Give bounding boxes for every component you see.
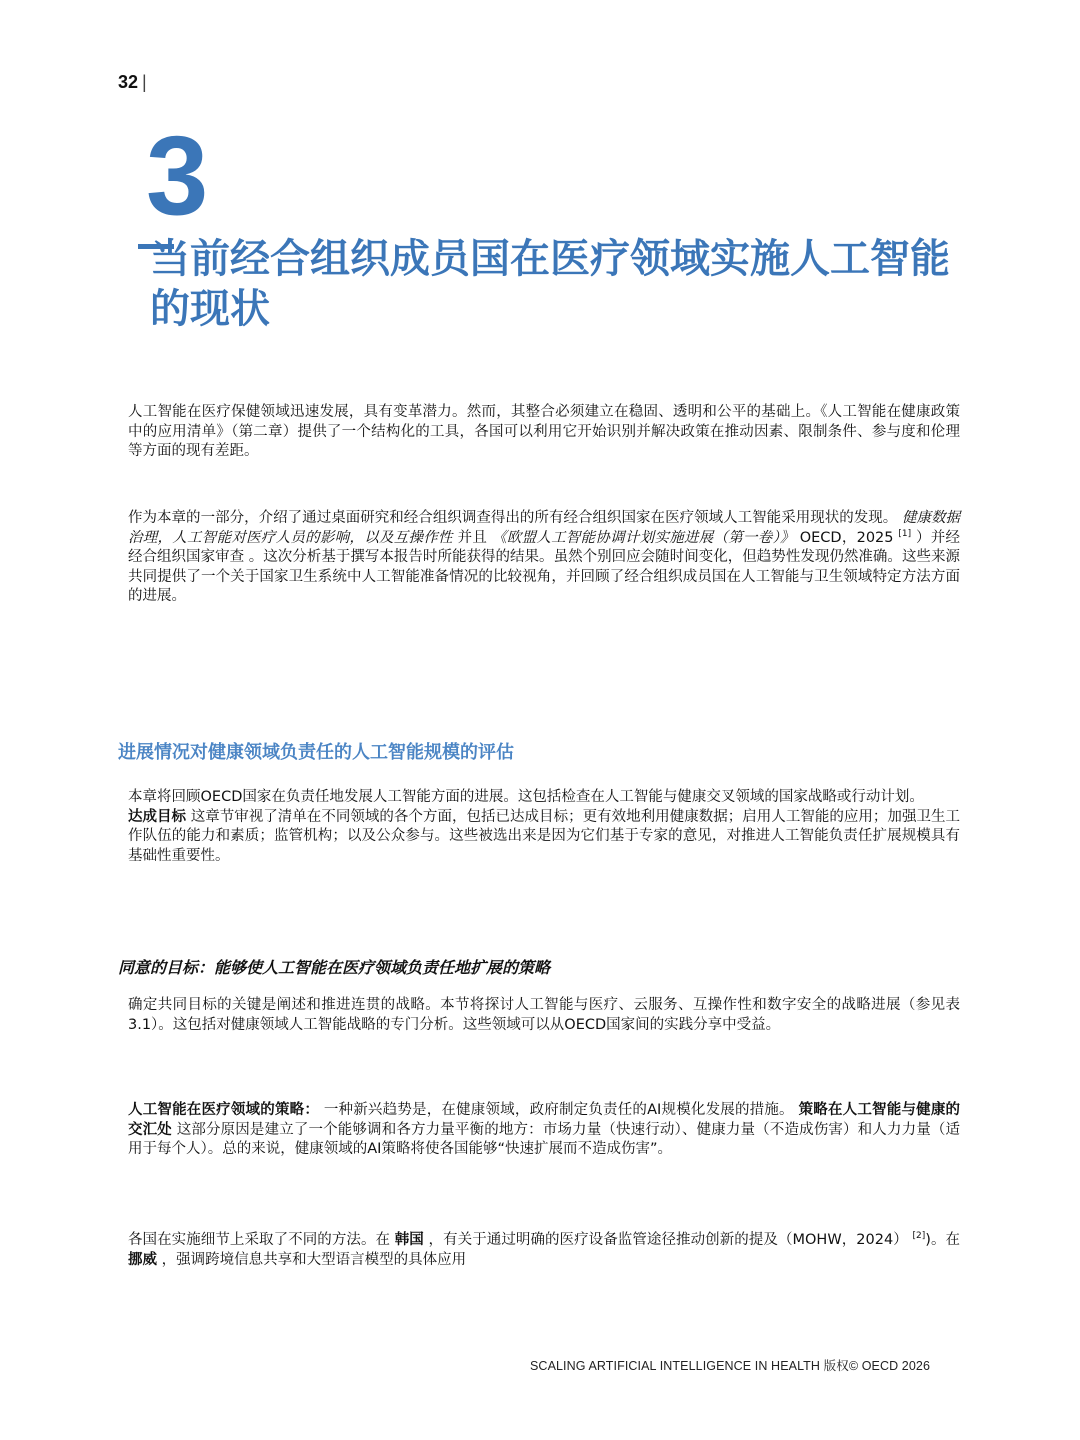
progress-bold-label: 达成目标 xyxy=(128,808,187,825)
findings-text-2: ）并经经合组织国家审查 。这次分析基于撰写本报告时所能获得的结果。虽然个别回应会随时间变化，但趋势性发现仍然准确。这些来源共同提供了一个关于国家卫生系统中人工智能准备情况的比较视角，并回顾了经合组织成员国在人工智能与卫生领域特定方法方面的进展。 xyxy=(128,529,961,604)
strategy-bold-label-2: 策略在人工智能与健康的交汇处 xyxy=(128,1102,961,1138)
page-footer: SCALING ARTIFICIAL INTELLIGENCE IN HEALTH 版权© OECD 2026 xyxy=(530,1359,931,1373)
findings-paragraph xyxy=(128,509,960,607)
country-korea: 韩国 xyxy=(394,1232,424,1248)
countries-text-3: )。在 xyxy=(925,1232,961,1248)
section-heading: 进展情况对健康领域负责任的人工智能规模的评估 xyxy=(118,742,514,763)
findings-citation: OECD，2025 xyxy=(799,529,894,546)
findings-and: 并且 xyxy=(457,529,488,546)
countries-text-2: ，有关于通过明确的医疗设备监管途径推动创新的提及（MOHW，2024） xyxy=(428,1232,908,1248)
page-number-separator: | xyxy=(142,72,147,92)
countries-text-4: ，强调跨境信息共享和大型语言模型的具体应用 xyxy=(161,1251,467,1268)
progress-text: 这章节审视了清单在不同领域的各个方面，包括已达成目标；更有效地利用健康数据；启用人工智能的应用；加强卫生工作队伍的能力和素质；监管机构；以及公众参与。这些被选出来是因为它们基于专家的意见，对推进人工智能负责任扩展规模具有基础性重要性。 xyxy=(128,808,960,864)
country-norway: 挪威 xyxy=(128,1251,157,1268)
strategy-text-1: 一种新兴趋势是，在健康领域，政府制定负责任的AI规模化发展的措施。 xyxy=(323,1102,794,1118)
progress-line-1: 本章将回顾OECD国家在负责任地发展人工智能方面的进展。这包括检查在人工智能与健康交叉领域的国家战略或行动计划。 xyxy=(128,789,924,805)
strategy-paragraph xyxy=(128,1101,960,1160)
page-number-value: 32 xyxy=(118,72,139,92)
findings-italic-title-2: 《欧盟人工智能协调计划实施进展（第一卷）》 xyxy=(492,529,795,546)
chapter-title: 当前经合组织成员国在医疗领域实施人工智能的现状 xyxy=(150,236,950,332)
findings-text-1: 作为本章的一部分，介绍了通过桌面研究和经合组织调查得出的所有经合组织国家在医疗领域人工智能采用现状的发现。 xyxy=(128,510,898,526)
goals-paragraph: 确定共同目标的关键是阐述和推进连贯的战略。本节将探讨人工智能与医疗、云服务、互操作性和数字安全的战略进展（参见表3.1）。这包括对健康领域人工智能战略的专门分析。这些领域可以从OECD国家间的实践分享中受益。 xyxy=(128,997,960,1033)
subsection-heading: 同意的目标：能够使人工智能在医疗领域负责任地扩展的策略 xyxy=(118,958,551,977)
findings-reference[interactable]: [1] xyxy=(898,528,912,539)
page-number xyxy=(118,72,147,93)
strategy-bold-label-1: 人工智能在医疗领域的策略： xyxy=(128,1102,320,1118)
countries-text-1: 各国在实施细节上采取了不同的方法。在 xyxy=(128,1232,391,1248)
countries-reference[interactable]: [2] xyxy=(912,1231,926,1242)
countries-paragraph xyxy=(128,1231,960,1270)
intro-paragraph: 人工智能在医疗保健领域迅速发展，具有变革潜力。然而，其整合必须建立在稳固、透明和公平的基础上。《人工智能在健康政策中的应用清单》（第二章）提供了一个结构化的工具，各国可以利用它开始识别并解决政策在推动因素、限制条件、参与度和伦理等方面的现有差距。 xyxy=(128,404,960,459)
progress-paragraph xyxy=(128,788,960,866)
strategy-text-2: 这部分原因是建立了一个能够调和各方力量平衡的地方：市场力量（快速行动）、健康力量（不造成伤害）和人力力量（适用于每个人）。总的来说，健康领域的AI策略将使各国能够“快速扩展而不造成伤害”。 xyxy=(128,1121,961,1157)
chapter-number: 3 xyxy=(146,113,209,238)
findings-italic-title-1: 健康数据治理，人工智能对医疗人员的影响，以及互操作性 xyxy=(128,510,960,546)
